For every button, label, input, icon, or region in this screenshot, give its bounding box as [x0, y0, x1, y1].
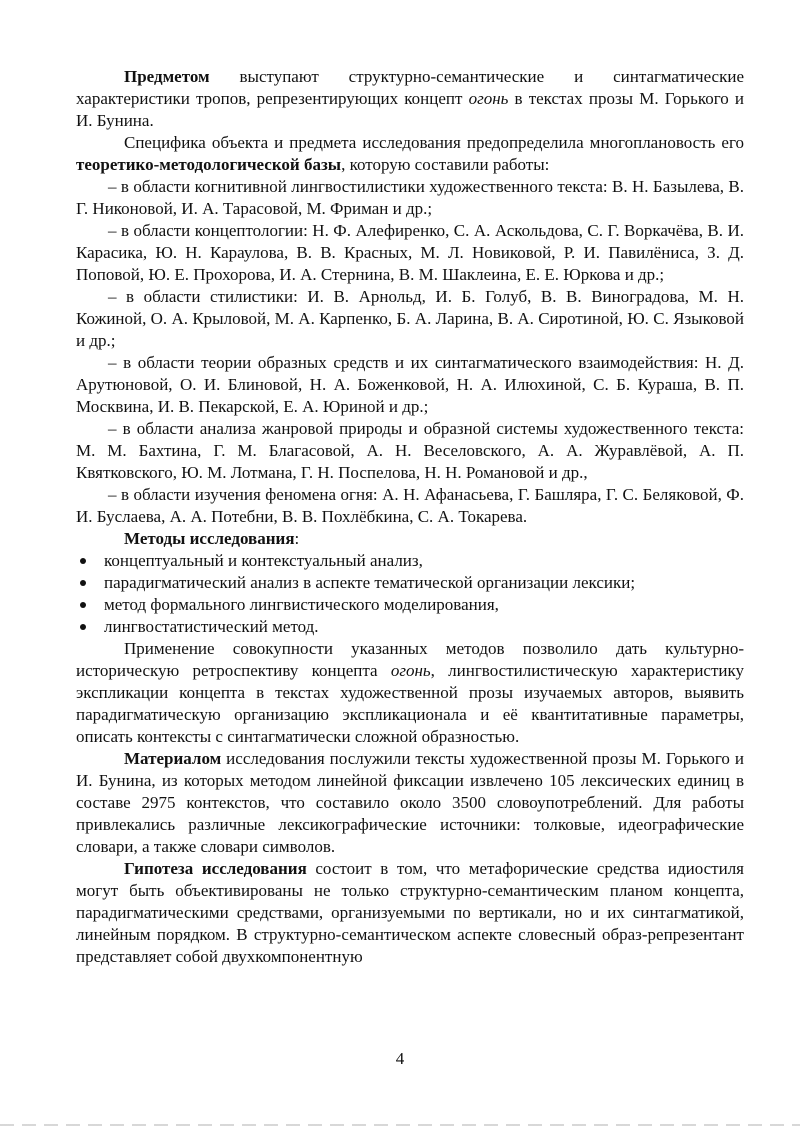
base-item-cognitive: – в области когнитивной лингвостилистики художественного текста: В. Н. Базылева, В. Г. Никоновой, И. А. Тарасовой, М. Фриман и др.; [76, 177, 744, 218]
material-text: исследования послужили тексты художественной прозы М. Горького и И. Бунина, из которых методом линейной фиксации извлечено 105 лексических единиц в составе 2975 контекстов, что составило около 3500 словоупотреблений. Для работы привлекались различные лексикографические источники: толковые, идеографические словари, а также словари символов. [76, 749, 749, 856]
specifics-text-2: , которую составили работы: [341, 155, 550, 174]
subject-text-1: выступают структурно-семантические и синтагматические характеристики тропов, репрезентирующих концепт [76, 67, 749, 108]
material-paragraph [76, 748, 749, 858]
bullet-icon [80, 558, 86, 564]
subject-paragraph [76, 66, 749, 132]
application-text-2: , лингвостилистическую характеристику экспликации концепта в текстах художественной прозы изучаемых авторов, выявить парадигматическую организацию экспликационала и её квантитативные параметры, описать контексты с синтагматически сложной образностью. [76, 661, 749, 746]
bullet-icon [80, 602, 86, 608]
specifics-text-1: Специфика объекта и предмета исследования предопределила многоплановость его [124, 133, 749, 152]
methods-colon: : [294, 529, 300, 548]
document-page [76, 66, 749, 968]
methods-item [76, 616, 744, 638]
methods-item [76, 594, 744, 616]
application-paragraph [76, 638, 749, 748]
base-item-conceptology: – в области концептологии: Н. Ф. Алефиренко, С. А. Аскольдова, С. Г. Воркачёва, В. И. Карасика, Ю. Н. Караулова, В. В. Красных, М. Л. Новиковой, Р. И. Павилёниса, З. Д. Поповой, Ю. Е. Прохорова, И. А. Стернина, В. М. Шаклеина, Е. Е. Юркова и др.; [76, 221, 744, 284]
subject-text-2: в текстах прозы М. Горького и И. Бунина. [76, 89, 749, 130]
methods-item-text: концептуальный и контекстуальный анализ, [104, 551, 423, 570]
subject-lead: Предметом [124, 67, 210, 86]
hypothesis-paragraph [76, 858, 749, 968]
base-item-stylistics: – в области стилистики: И. В. Арнольд, И. Б. Голуб, В. В. Виноградова, М. Н. Кожиной, О. А. Крыловой, М. А. Карпенко, Б. А. Ларина, В. А. Сиротиной, Ю. С. Языковой и др.; [76, 287, 744, 350]
hypothesis-text: состоит в том, что метафорические средства идиостиля могут быть объективированы не только структурно-семантическим планом концепта, парадигматическими средствами, организуемыми по вертикали, но и их синтагматикой, линейным порядком. В структурно-семантическом аспекте словесный образ-репрезентант представляет собой двухкомпонентную [76, 859, 749, 966]
subject-concept: огонь [468, 89, 509, 108]
methods-heading-line [76, 528, 744, 550]
specifics-paragraph [76, 132, 749, 176]
material-lead: Материалом [124, 749, 222, 768]
base-item-figurative: – в области теории образных средств и их синтагматического взаимодействия: Н. Д. Арутюновой, О. И. Блиновой, Н. А. Боженковой, Н. А. Илюхиной, С. Б. Кураша, В. П. Москвина, И. В. Пекарской, Е. А. Юриной и др.; [76, 353, 744, 416]
bullet-icon [80, 580, 86, 586]
application-text-1: Применение совокупности указанных методов позволило дать культурно-историческую ретроспективу концепта [76, 639, 744, 680]
bullet-icon [80, 624, 86, 630]
base-item-genre: – в области анализа жанровой природы и образной системы художественного текста: М. М. Бахтина, Г. М. Благасовой, А. Н. Веселовского, А. А. Журавлёвой, А. П. Квятковского, Ю. М. Лотмана, Г. Н. Поспелова, Н. Н. Романовой и др., [76, 419, 744, 482]
methods-item [76, 572, 744, 594]
methods-heading: Методы исследования [124, 529, 295, 548]
base-item-fire: – в области изучения феномена огня: А. Н. Афанасьева, Г. Башляра, Г. С. Беляковой, Ф. И. Буслаева, А. А. Потебни, В. В. Похлёбкина, С. А. Токарева. [76, 485, 744, 526]
methods-item [76, 550, 744, 572]
methods-item-text: парадигматический анализ в аспекте тематической организации лексики; [104, 573, 636, 592]
application-concept: огонь [390, 661, 431, 680]
scan-artifact-divider [0, 1124, 800, 1126]
methods-item-text: лингвостатистический метод. [104, 617, 319, 636]
page-number: 4 [395, 1049, 405, 1068]
hypothesis-lead: Гипотеза исследования [124, 859, 307, 878]
methods-list [76, 550, 744, 638]
methods-item-text: метод формального лингвистического моделирования, [104, 595, 499, 614]
specifics-bold: теоретико-методологической базы [76, 155, 342, 174]
